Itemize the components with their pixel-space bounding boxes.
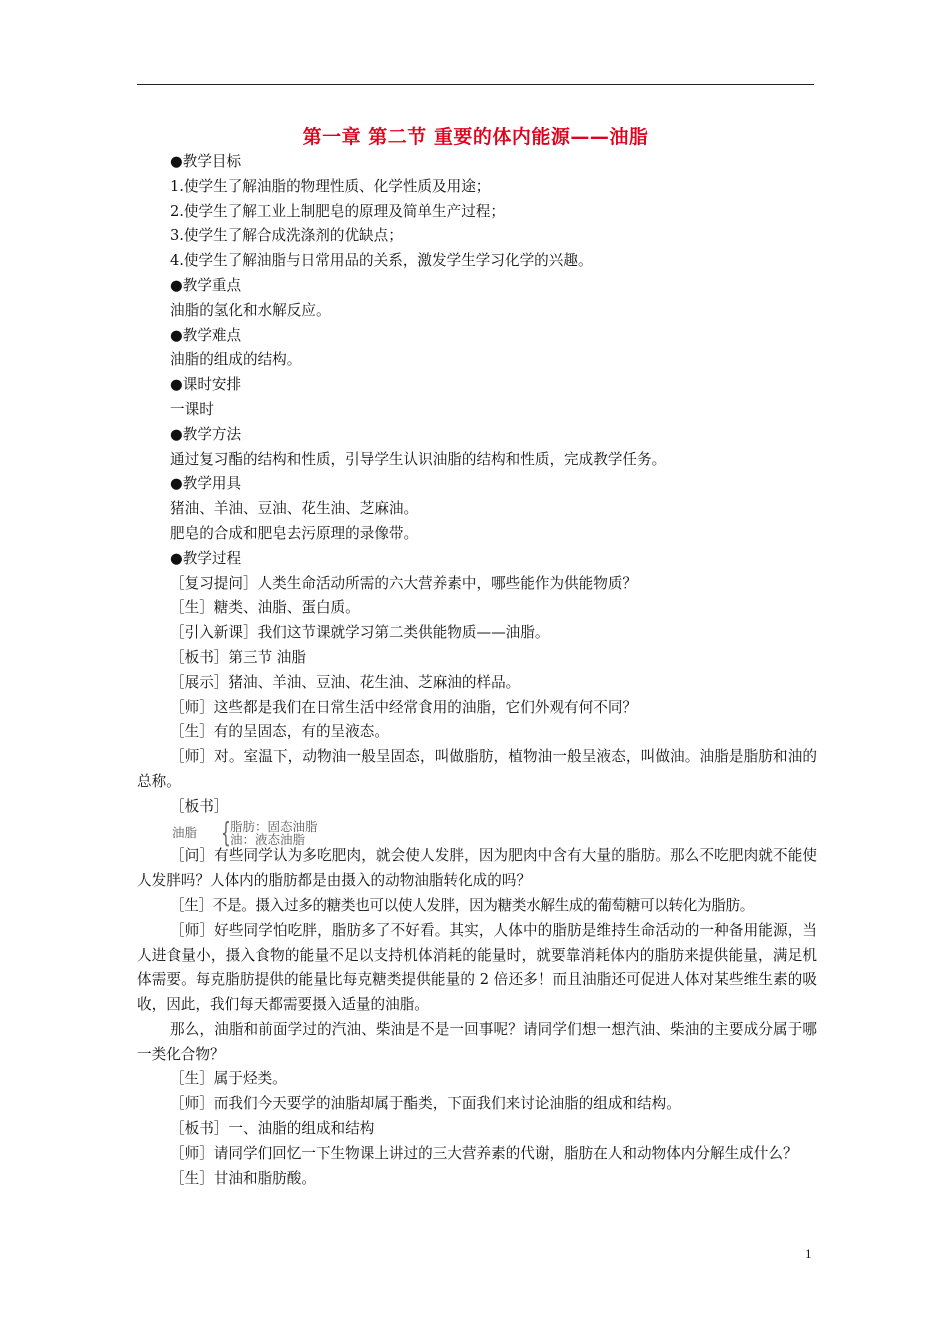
- section-heading-objectives: ●教学目标: [170, 153, 242, 170]
- diagram-label: 油脂: [172, 825, 198, 840]
- dialogue-line: ［复习提问］人类生命活动所需的六大营养素中，哪些能作为供能物质？: [170, 574, 638, 592]
- objective-item: 3.使学生了解合成洗涤剂的优缺点；: [170, 227, 403, 245]
- dialogue-line: ［展示］猪油、羊油、豆油、花生油、芝麻油的样品。: [170, 673, 521, 691]
- dialogue-line: ［生］属于烃类。: [170, 1070, 287, 1088]
- text-line: 肥皂的合成和肥皂去污原理的录像带。: [170, 524, 419, 542]
- dialogue-paragraph: ［师］好些同学怕吃胖，脂肪多了不好看。其实，人体中的脂肪是维持生命活动的一种备用能源，当人进食量小，摄入食物的能量不足以支持机体消耗的能量时，就要靠消耗体内的脂肪来提供能量，满足机体需要。每克脂肪提供的能量比每克糖类提供能量的 2 倍还多！而且油脂还可促进人体对某些维生素的吸收，因此，我们每天都需要摄入适量的油脂。: [137, 921, 817, 1014]
- classification-diagram: [172, 816, 432, 849]
- section-heading-key-points: ●教学重点: [170, 276, 242, 294]
- dialogue-line: ［生］甘油和脂肪酸。: [170, 1169, 316, 1187]
- header-rule: [137, 84, 814, 85]
- dialogue-line: ［板书］: [170, 797, 229, 815]
- diagram-row-fat: 脂肪：固态油脂: [230, 819, 318, 834]
- dialogue-line: ［师］这些都是我们在日常生活中经常食用的油脂，它们外观有何不同？: [170, 698, 638, 716]
- section-heading-process: ●教学过程: [170, 549, 242, 567]
- dialogue-line: ［师］而我们今天要学的油脂却属于酯类，下面我们来讨论油脂的组成和结构。: [170, 1095, 681, 1113]
- section-heading-methods: ●教学方法: [170, 425, 242, 443]
- section-heading-tools: ●教学用具: [170, 475, 242, 493]
- document-body: [137, 150, 817, 1191]
- section-heading-difficulties: ●教学难点: [170, 326, 242, 344]
- text-line: 通过复习酯的结构和性质，引导学生认识油脂的结构和性质，完成教学任务。: [170, 450, 667, 468]
- dialogue-line: ［板书］第三节 油脂: [170, 648, 306, 666]
- page-title: 第一章 第二节 重要的体内能源——油脂: [302, 126, 649, 148]
- dialogue-line: ［板书］一、油脂的组成和结构: [170, 1120, 375, 1138]
- text-line: 猪油、羊油、豆油、花生油、芝麻油。: [170, 500, 419, 518]
- section-heading-schedule: ●课时安排: [170, 376, 242, 394]
- brace-icon: {: [221, 816, 231, 849]
- dialogue-paragraph: 那么，油脂和前面学过的汽油、柴油是不是一回事呢？请同学们想一想汽油、柴油的主要成分属于哪一类化合物？: [137, 1020, 817, 1063]
- dialogue-paragraph: ［生］不是。摄入过多的糖类也可以使人发胖，因为糖类水解生成的葡萄糖可以转化为脂肪。: [170, 896, 754, 914]
- dialogue-paragraph: ［师］对。室温下，动物油一般呈固态，叫做脂肪，植物油一般呈液态，叫做油。油脂是脂肪和油的总称。: [137, 748, 817, 790]
- dialogue-paragraph: ［问］有些同学认为多吃肥肉，就会使人发胖，因为肥肉中含有大量的脂肪。那么不吃肥肉就不能使人发胖吗？人体内的脂肪都是由摄入的动物油脂转化成的吗？: [137, 847, 817, 890]
- text-line: 一课时: [170, 400, 214, 418]
- objective-item: 2.使学生了解工业上制肥皂的原理及简单生产过程；: [170, 202, 505, 220]
- objective-item: 4.使学生了解油脂与日常用品的关系，激发学生学习化学的兴趣。: [170, 252, 593, 270]
- dialogue-line: ［引入新课］我们这节课就学习第二类供能物质——油脂。: [170, 624, 550, 642]
- page-number: 1: [805, 1246, 812, 1261]
- dialogue-paragraph: ［师］请同学们回忆一下生物课上讲过的三大营养素的代谢，脂肪在人和动物体内分解生成什么？: [170, 1144, 798, 1162]
- text-line: 油脂的氢化和水解反应。: [170, 301, 331, 319]
- dialogue-line: ［生］有的呈固态，有的呈液态。: [170, 723, 389, 741]
- objective-item: 1.使学生了解油脂的物理性质、化学性质及用途；: [170, 177, 491, 195]
- dialogue-line: ［生］糖类、油脂、蛋白质。: [170, 599, 360, 617]
- text-line: 油脂的组成的结构。: [170, 351, 302, 369]
- diagram-row-oil: 油：液态油脂: [230, 832, 306, 847]
